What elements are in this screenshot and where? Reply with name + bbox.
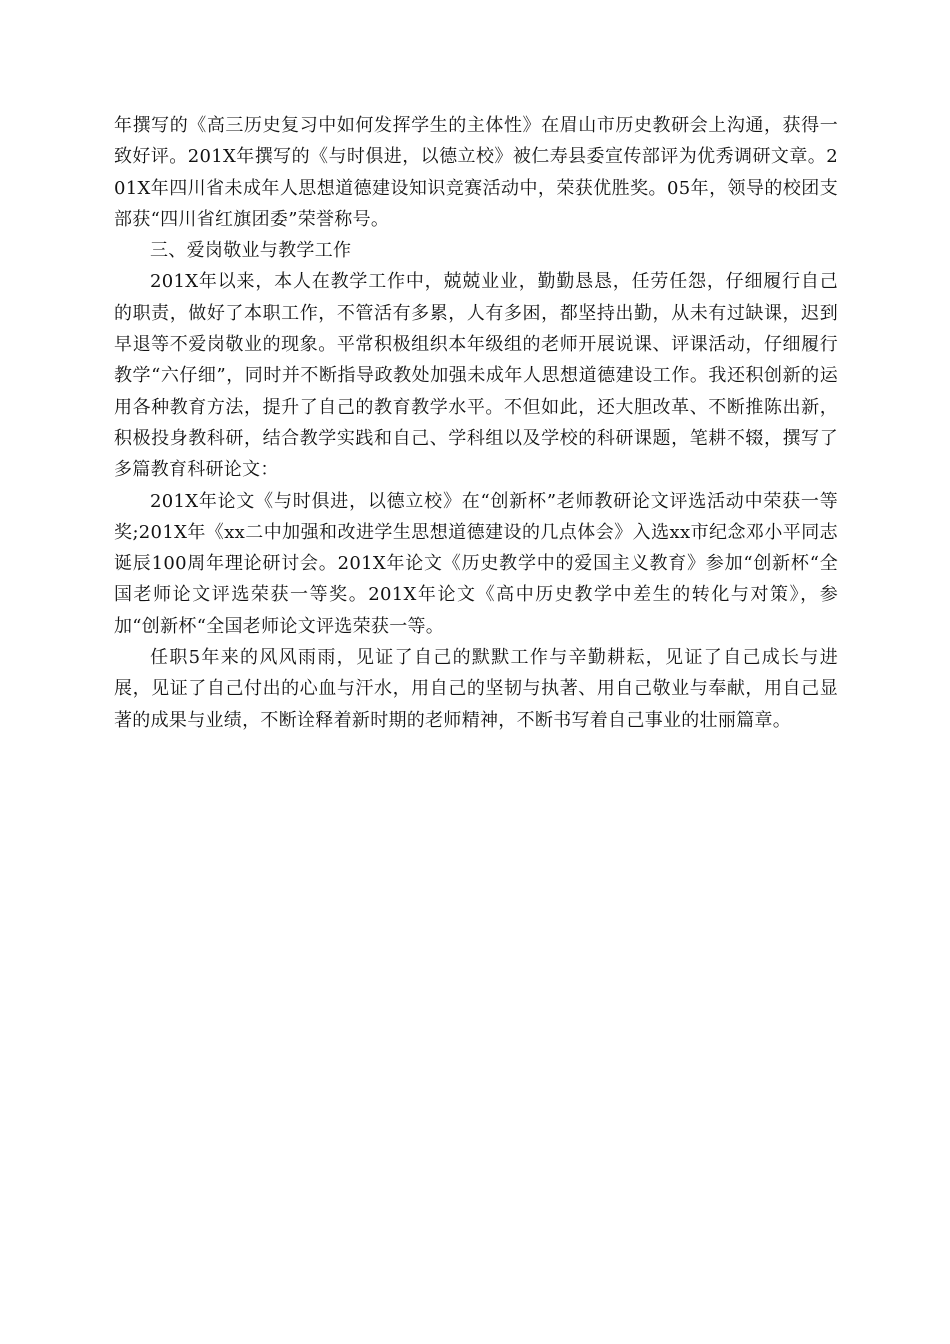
document-body (114, 110, 838, 736)
paragraph-summary: 任职5年来的风风雨雨，见证了自己的默默工作与辛勤耕耘，见证了自己成长与进展，见证了自己付出的心血与汗水，用自己的坚韧与执著、用自己敬业与奉献，用自己显著的成果与业绩，不断诠释着新时期的老师精神，不断书写着自己事业的壮丽篇章。 (114, 647, 838, 731)
paragraph-papers: 201X年论文《与时俱进，以德立校》在“创新杯”老师教研论文评选活动中荣获一等奖;201X年《xx二中加强和改进学生思想道德建设的几点体会》入选xx市纪念邓小平同志诞辰100周年理论研讨会。201X年论文《历史教学中的爱国主义教育》参加“创新杯“全国老师论文评选荣获一等奖。201X年论文《高中历史教学中差生的转化与对策》，参加“创新杯“全国老师论文评选荣获一等。 (114, 490, 838, 637)
paragraph-teaching-work: 201X年以来，本人在教学工作中，兢兢业业，勤勤恳恳，任劳任怨，仔细履行自己的职责，做好了本职工作，不管活有多累，人有多困，都坚持出勤，从未有过缺课，迟到早退等不爱岗敬业的现象。平常积极组织本年级组的老师开展说课、评课活动，仔细履行教学“六仔细”，同时并不断指导政教处加强未成年人思想道德建设工作。我还积创新的运用各种教育方法，提升了自己的教育教学水平。不但如此，还大胆改革、不断推陈出新，积极投身教科研，结合教学实践和自己、学科组以及学校的科研课题，笔耕不辍，撰写了多篇教育科研论文： (114, 271, 838, 481)
section-heading: 三、爱岗敬业与教学工作 (150, 240, 352, 262)
paragraph-awards: 年撰写的《高三历史复习中如何发挥学生的主体性》在眉山市历史教研会上沟通，获得一致好评。201X年撰写的《与时俱进，以德立校》被仁寿县委宣传部评为优秀调研文章。201X年四川省未成年人思想道德建设知识竞赛活动中，荣获优胜奖。05年，领导的校团支部获“四川省红旗团委”荣誉称号。 (114, 115, 838, 230)
